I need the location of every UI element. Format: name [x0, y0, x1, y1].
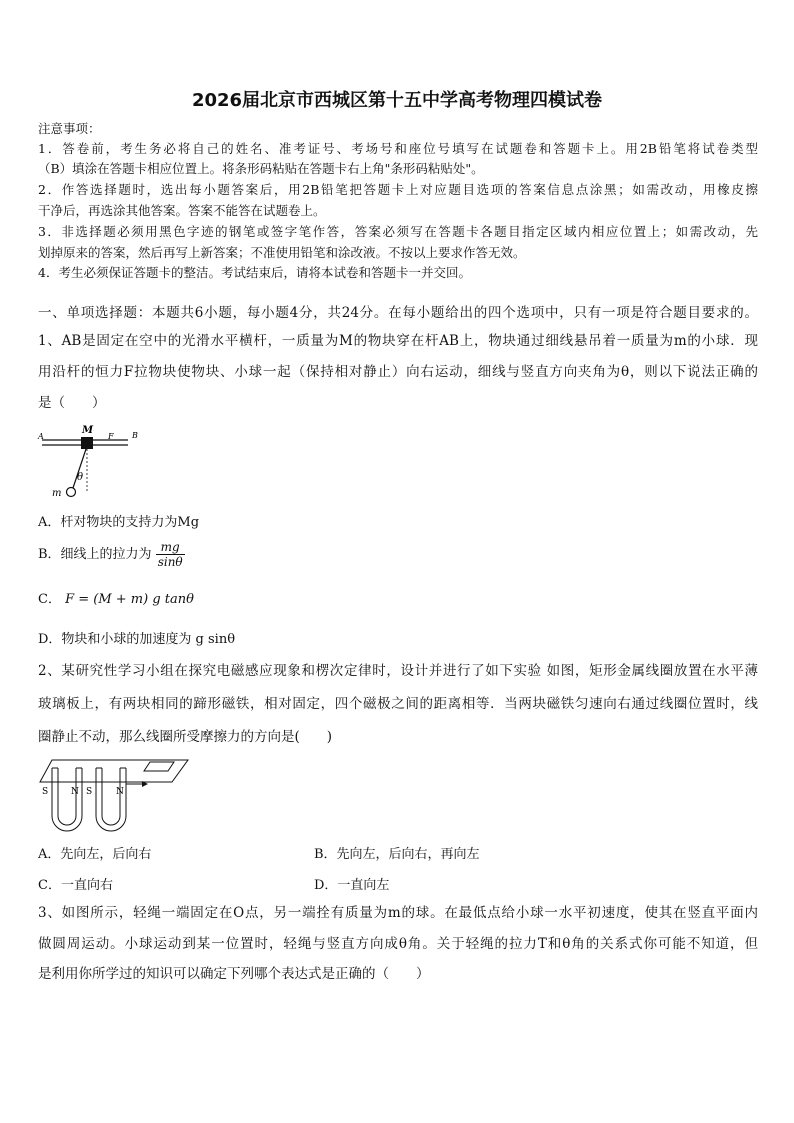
coil [144, 762, 174, 771]
pole-s-1: S [42, 787, 49, 797]
label-B: B [132, 431, 138, 440]
pole-n-2: N [116, 787, 124, 797]
fraction-numerator: mg [156, 540, 185, 555]
fraction-denominator: sinθ [157, 555, 183, 569]
note-3-line-1: 3．非选择题必须用黑色字迹的钢笔或签字笔作答，答案必须写在答题卡各题目指定区域内相应位置上；如需改动，先 [38, 224, 758, 239]
ball-m [67, 488, 76, 497]
note-2-line-1: 2．作答选择题时，选出每小题答案后，用2B铅笔把答题卡上对应题目选项的答案信息点涂黑；如需改动，用橡皮擦 [38, 182, 759, 197]
q1-option-c-label: C． [38, 592, 61, 607]
q2-figure [38, 756, 190, 838]
q1-line-3: 是（ ） [38, 395, 106, 411]
label-A: A [38, 432, 44, 441]
notes-heading: 注意事项： [38, 121, 101, 136]
q2-line-3: 圈静止不动，那么线圈所受摩擦力的方向是( ) [38, 729, 333, 745]
magnet-2 [96, 768, 126, 831]
q1-option-b-fraction [156, 540, 185, 569]
q2-option-b[interactable]: B．先向左，后向右，再向左 [314, 847, 480, 862]
note-3-line-2: 划掉原来的答案，然后再写上新答案；不准使用铅笔和涂改液。不按以上要求作答无效。 [38, 245, 526, 260]
section-heading: 一、单项选择题：本题共6小题，每小题4分，共24分。在每小题给出的四个选项中，只有一项是符合题目要求的。 [38, 305, 758, 321]
note-2-line-2: 干净后，再选涂其他答案。答案不能答在试题卷上。 [38, 203, 326, 218]
q1-option-a[interactable]: A．杆对物块的支持力为Mg [38, 515, 200, 530]
q2-line-2: 玻璃板上，有两块相同的蹄形磁铁，相对固定，四个磁极之间的距离相等．当两块磁铁匀速向右通过线圈位置时，线 [38, 696, 758, 712]
note-1-line-2: （B）填涂在答题卡相应位置上。将条形码粘贴在答题卡右上角"条形码粘贴处"。 [38, 161, 484, 176]
note-1-line-1: 1．答卷前，考生务必将自己的姓名、准考证号、考场号和座位号填写在试题卷和答题卡上。用2B铅笔将试卷类型 [38, 141, 758, 156]
q3-line-2: 做圆周运动。小球运动到某一位置时，轻绳与竖直方向成θ角。关于轻绳的拉力T和θ角的关系式你可能不知道，但 [38, 936, 758, 952]
label-F: F [108, 432, 114, 441]
q1-option-c[interactable] [38, 588, 194, 607]
q1-option-c-expression: F = (M + m) g tanθ [65, 592, 194, 607]
q1-option-b[interactable] [38, 540, 185, 569]
q1-line-2: 用沿杆的恒力F拉物块使物块、小球一起（保持相对静止）向右运动，细线与竖直方向夹角为θ，则以下说法正确的 [38, 364, 758, 380]
q1-line-1: 1、AB是固定在空中的光滑水平横杆，一质量为M的物块穿在杆AB上，物块通过细线悬吊着一质量为m的小球．现 [38, 333, 758, 349]
label-M: M [82, 425, 94, 436]
q1-figure [36, 422, 146, 502]
note-4: 4．考生必须保证答题卡的整洁。考试结束后，请将本试卷和答题卡一并交回。 [38, 265, 471, 280]
q2-option-d[interactable]: D．一直向左 [314, 878, 390, 893]
page-title: 2026届北京市西城区第十五中学高考物理四模试卷 [191, 90, 603, 111]
q3-line-3: 是利用你所学过的知识可以确定下列哪个表达式是正确的（ ） [38, 966, 430, 982]
magnet-1 [52, 768, 82, 831]
q1-option-b-label: B．细线上的拉力为 [38, 547, 152, 562]
q2-option-a[interactable]: A．先向左，后向右 [38, 847, 152, 862]
pole-s-2: S [86, 787, 93, 797]
q3-line-1: 3、如图所示，轻绳一端固定在O点，另一端拴有质量为m的球。在最低点给小球一水平初速度，使其在竖直平面内 [38, 905, 758, 921]
q2-option-c[interactable]: C．一直向右 [38, 878, 113, 893]
q1-option-d[interactable]: D．物块和小球的加速度为 g sinθ [38, 632, 236, 647]
label-m: m [52, 488, 62, 499]
block-M [81, 437, 93, 449]
label-theta: θ [77, 472, 84, 483]
q2-line-1: 2、某研究性学习小组在探究电磁感应现象和楞次定律时，设计并进行了如下实验 如图，矩形金属线圈放置在水平薄 [38, 663, 758, 679]
pole-n-1: N [71, 787, 79, 797]
